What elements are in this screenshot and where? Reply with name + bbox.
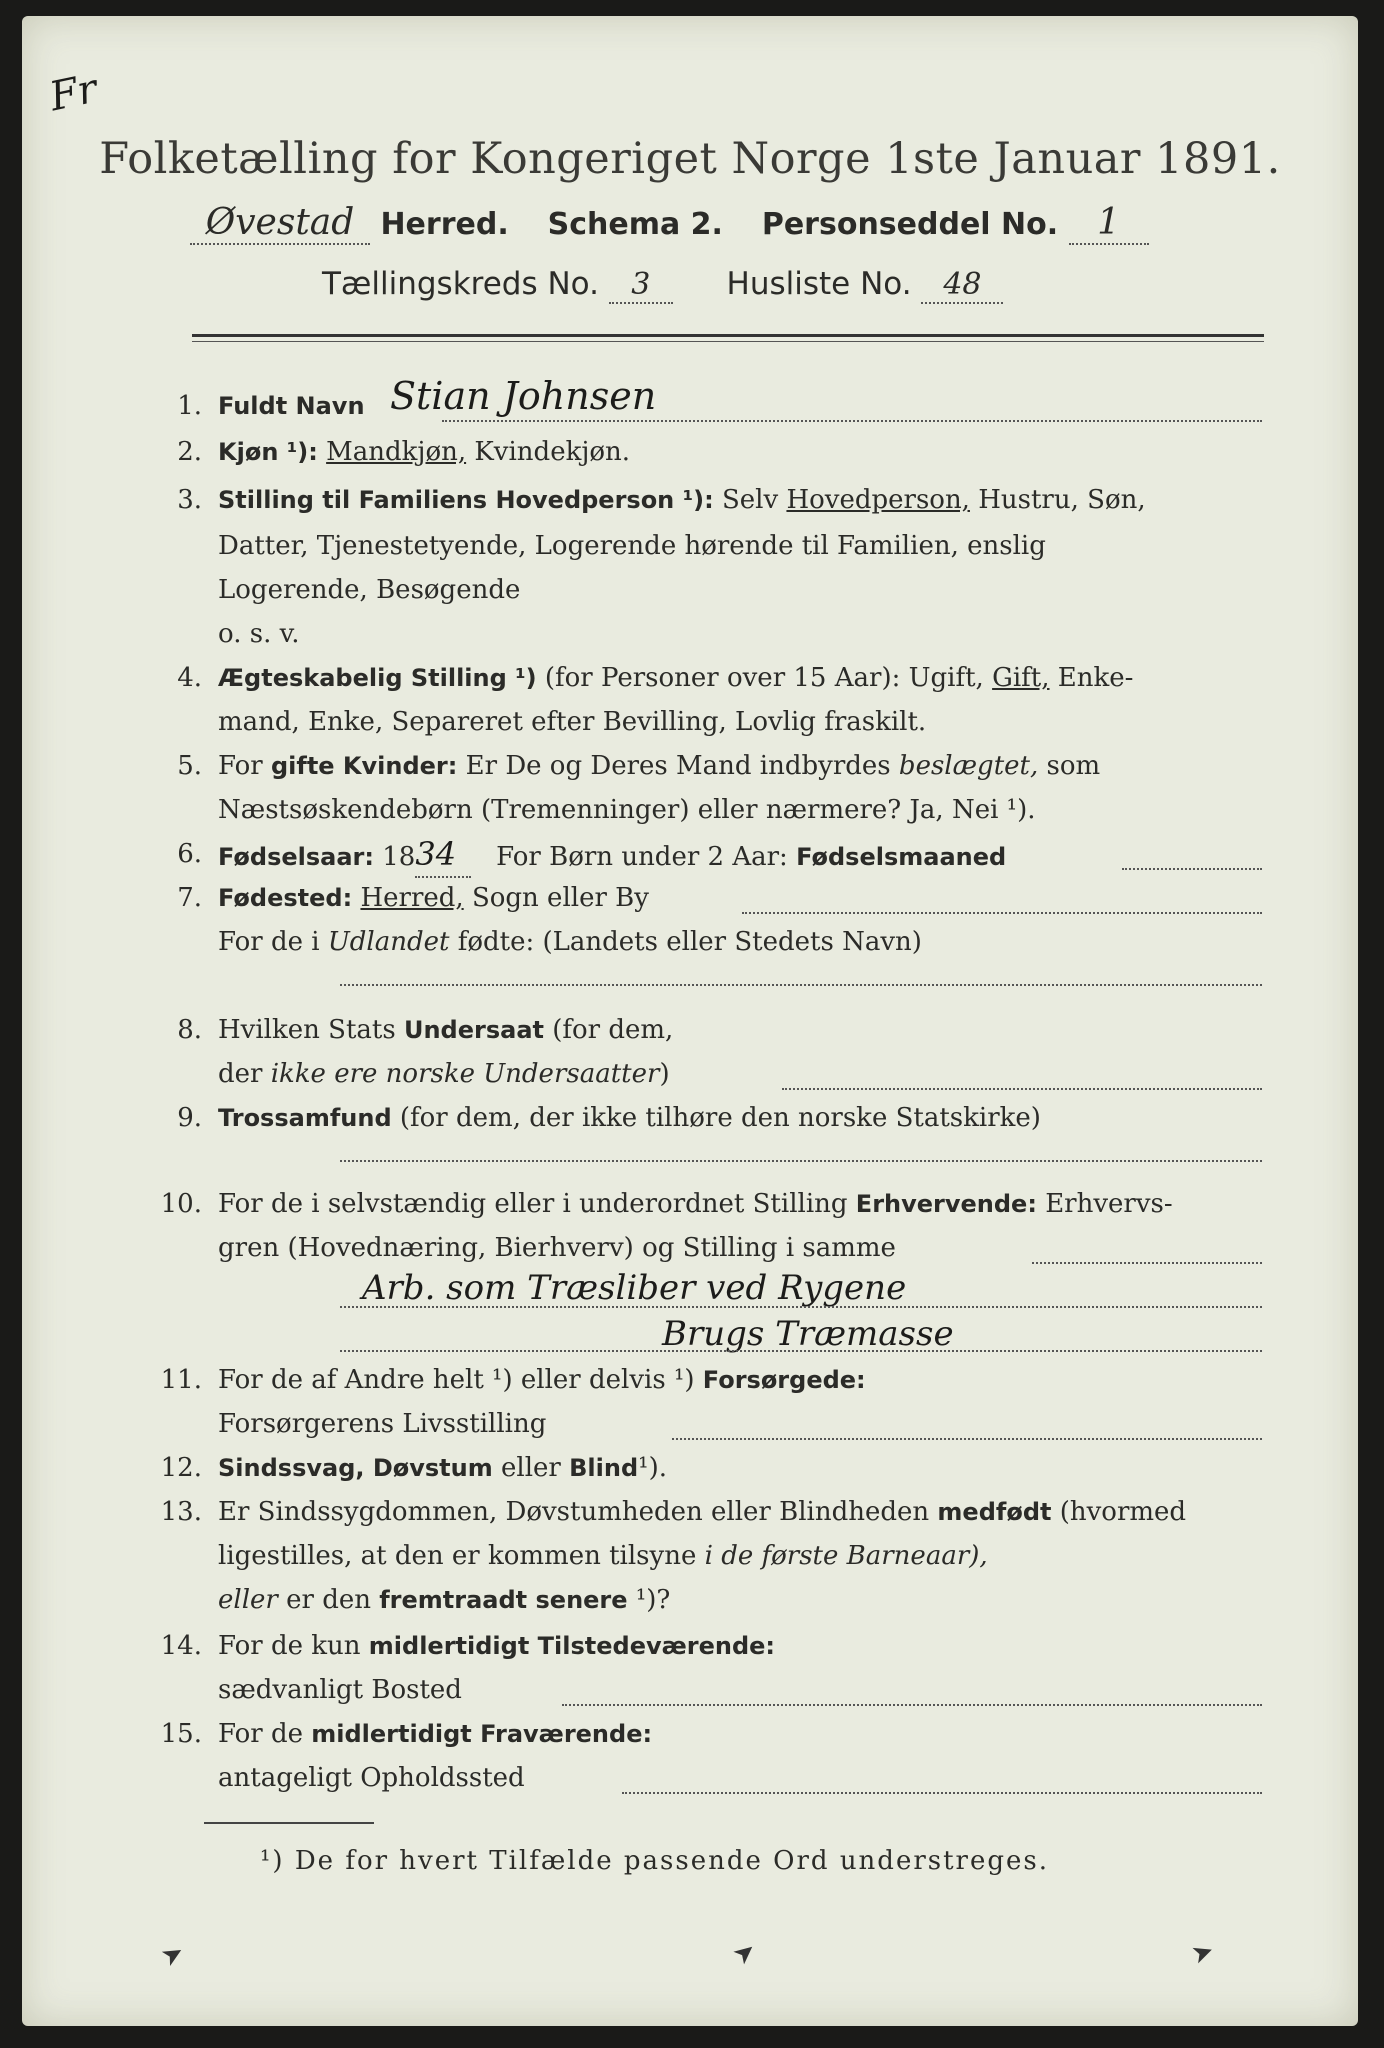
kreds-number: 3 <box>609 267 673 304</box>
text: der <box>218 1059 263 1089</box>
question-label: medfødt <box>937 1498 1052 1526</box>
question-text <box>218 832 1006 879</box>
text-italic: Udlandet <box>327 927 450 957</box>
answer-line <box>1122 868 1262 870</box>
schema-label: Schema 2. <box>547 207 723 242</box>
question-number: 6. <box>177 839 202 869</box>
name-answer: Stian Johnsen <box>390 374 657 418</box>
text: ) <box>659 1059 670 1089</box>
question-number: 1. <box>177 391 202 421</box>
question-number: 15. <box>160 1719 202 1749</box>
personseddel-label: Personseddel No. <box>761 207 1059 242</box>
option: Kvindekjøn. <box>474 437 631 467</box>
text: (for dem, der ikke tilhøre den norske Statskirke) <box>399 1103 1041 1133</box>
question-number: 12. <box>160 1453 202 1483</box>
option: (for Personer over 15 Aar): Ugift, <box>544 663 984 693</box>
question-text <box>218 1096 1041 1140</box>
option-selected: Herred, <box>360 883 464 913</box>
question-label: Fødselsaar: <box>218 843 374 871</box>
header-rule <box>192 334 1264 337</box>
text-italic: i de første Barneaar), <box>704 1541 988 1571</box>
text: er den <box>286 1585 371 1615</box>
question-13-line-2 <box>218 1534 988 1578</box>
birth-year-answer: 34 <box>415 832 471 878</box>
question-number: 5. <box>177 751 202 781</box>
occupation-answer-1: Arb. som Træsliber ved Rygene <box>362 1268 907 1308</box>
husliste-label: Husliste No. <box>726 266 912 302</box>
text: Er De og Deres Mand indbyrdes <box>465 751 891 781</box>
answer-line <box>672 1438 1262 1440</box>
text: For de af Andre helt ¹) eller delvis ¹) <box>218 1365 695 1395</box>
text: ¹)? <box>635 1585 671 1615</box>
question-label: Fødselsmaaned <box>796 843 1007 871</box>
herred-handwritten: Øvestad <box>190 202 370 245</box>
header-line-kreds <box>322 266 1003 304</box>
question-label: Erhvervende: <box>855 1190 1037 1218</box>
census-form <box>22 16 1358 2026</box>
text: Hvilken Stats <box>218 1015 396 1045</box>
question-8-line-2 <box>218 1052 670 1096</box>
question-3-line-3: Logerende, Besøgende <box>218 575 521 605</box>
question-number: 10. <box>160 1189 202 1219</box>
question-text <box>218 1446 667 1490</box>
answer-line <box>340 984 1262 986</box>
question-label: fremtraadt senere <box>379 1586 628 1614</box>
option: Hustru, Søn, <box>978 485 1146 515</box>
kreds-label: Tællingskreds No. <box>322 266 599 302</box>
question-label: midlertidigt Tilstedeværende: <box>368 1632 776 1660</box>
question-number: 2. <box>177 437 202 467</box>
question-number: 13. <box>160 1497 202 1527</box>
question-text <box>218 876 649 920</box>
text: Er Sindssygdommen, Døvstumheden eller Blindheden <box>218 1497 930 1527</box>
text: For de kun <box>218 1631 361 1661</box>
header-line-herred <box>190 202 1149 245</box>
arrow-mark-icon: ➤ <box>726 1934 763 1972</box>
arrow-mark-icon: ➤ <box>1187 1935 1219 1971</box>
question-5-line-2: Næstsøskendebørn (Tremenninger) eller nærmere? Ja, Nei ¹). <box>218 795 1036 825</box>
question-label: Forsørgede: <box>702 1366 866 1394</box>
question-3-line-2: Datter, Tjenestetyende, Logerende hørende til Familien, enslig <box>218 531 1046 561</box>
herred-label: Herred. <box>380 207 509 242</box>
text-italic: eller <box>218 1585 278 1615</box>
question-number: 3. <box>177 485 202 515</box>
question-text <box>218 1490 1186 1534</box>
option-selected: Mandkjøn, <box>326 437 467 467</box>
question-label: Fødested: <box>218 884 353 912</box>
year-prefix: 18 <box>382 842 416 872</box>
question-text <box>218 1182 1173 1226</box>
question-number: 4. <box>177 663 202 693</box>
footnote: ¹) De for hvert Tilfælde passende Ord understreges. <box>260 1846 1050 1876</box>
question-10-line-2: gren (Hovednæring, Bierhverv) og Stilling i samme <box>218 1233 896 1263</box>
text: For de i selvstændig eller i underordnet Stilling <box>218 1189 848 1219</box>
text-italic: beslægtet, <box>898 751 1039 781</box>
text: eller <box>501 1453 561 1483</box>
text: som <box>1046 751 1101 781</box>
husliste-number: 48 <box>921 267 1003 304</box>
text: Erhvervs- <box>1045 1189 1173 1219</box>
text-italic: ikke ere norske Undersaatter <box>270 1059 660 1089</box>
question-label: Trossamfund <box>218 1104 392 1132</box>
question-number: 7. <box>177 883 202 913</box>
question-label: Ægteskabelig Stilling ¹) <box>218 664 537 692</box>
text: ¹). <box>638 1453 667 1483</box>
answer-line <box>562 1704 1262 1706</box>
question-13-line-3 <box>218 1578 670 1622</box>
question-7-line-2 <box>218 920 922 964</box>
personseddel-number: 1 <box>1069 202 1149 245</box>
question-text <box>218 1358 866 1402</box>
question-number: 11. <box>160 1365 202 1395</box>
form-title: Folketælling for Kongeriget Norge 1ste Januar 1891. <box>99 134 1281 184</box>
text: fødte: (Landets eller Stedets Navn) <box>457 927 922 957</box>
answer-line <box>442 420 1262 422</box>
option-selected: Gift, <box>992 663 1050 693</box>
question-number: 8. <box>177 1015 202 1045</box>
question-3-line-4: o. s. v. <box>218 619 300 649</box>
option: Sogn eller By <box>471 883 649 913</box>
text: For de i <box>218 927 320 957</box>
question-number: 14. <box>160 1631 202 1661</box>
option: Enke- <box>1057 663 1134 693</box>
footnote-rule <box>204 1822 374 1824</box>
answer-line <box>782 1088 1262 1090</box>
question-text <box>218 1624 775 1668</box>
option: Selv <box>721 485 779 515</box>
question-text <box>218 430 630 474</box>
question-14-line-2: sædvanligt Bosted <box>218 1675 462 1705</box>
answer-line <box>622 1792 1262 1794</box>
question-4-line-2: mand, Enke, Separeret efter Bevilling, Lovlig fraskilt. <box>218 707 927 737</box>
answer-line <box>340 1306 1262 1308</box>
question-label: Blind <box>569 1454 639 1482</box>
question-label: Kjøn ¹): <box>218 438 318 466</box>
text: ligestilles, at den er kommen tilsyne <box>218 1541 697 1571</box>
text: For de <box>218 1719 303 1749</box>
question-label: Fuldt Navn <box>218 392 365 420</box>
text: (hvormed <box>1059 1497 1187 1527</box>
question-15-line-2: antageligt Opholdssted <box>218 1763 525 1793</box>
question-label: gifte Kvinder: <box>270 752 458 780</box>
question-text <box>218 656 1133 700</box>
answer-line <box>340 1350 1262 1352</box>
text: For <box>218 751 263 781</box>
question-text <box>218 1712 652 1756</box>
arrow-mark-icon: ➤ <box>155 1936 190 1974</box>
question-label: Sindssvag, Døvstum <box>218 1454 493 1482</box>
question-label: midlertidigt Fraværende: <box>311 1720 653 1748</box>
question-number: 9. <box>177 1103 202 1133</box>
question-11-line-2: Forsørgerens Livsstilling <box>218 1409 547 1439</box>
header-rule-thin <box>192 341 1264 342</box>
text: For Børn under 2 Aar: <box>496 842 788 872</box>
question-text <box>218 478 1146 522</box>
answer-line <box>1032 1262 1262 1264</box>
answer-line <box>340 1160 1262 1162</box>
answer-line <box>742 912 1262 914</box>
corner-annotation: Fr <box>45 65 102 121</box>
question-text <box>218 1008 673 1052</box>
occupation-answer-2: Brugs Træmasse <box>662 1314 954 1354</box>
option-selected: Hovedperson, <box>786 485 970 515</box>
question-text <box>218 744 1100 788</box>
question-label: Stilling til Familiens Hovedperson ¹): <box>218 486 714 514</box>
text: (for dem, <box>552 1015 674 1045</box>
question-label: Undersaat <box>403 1016 544 1044</box>
